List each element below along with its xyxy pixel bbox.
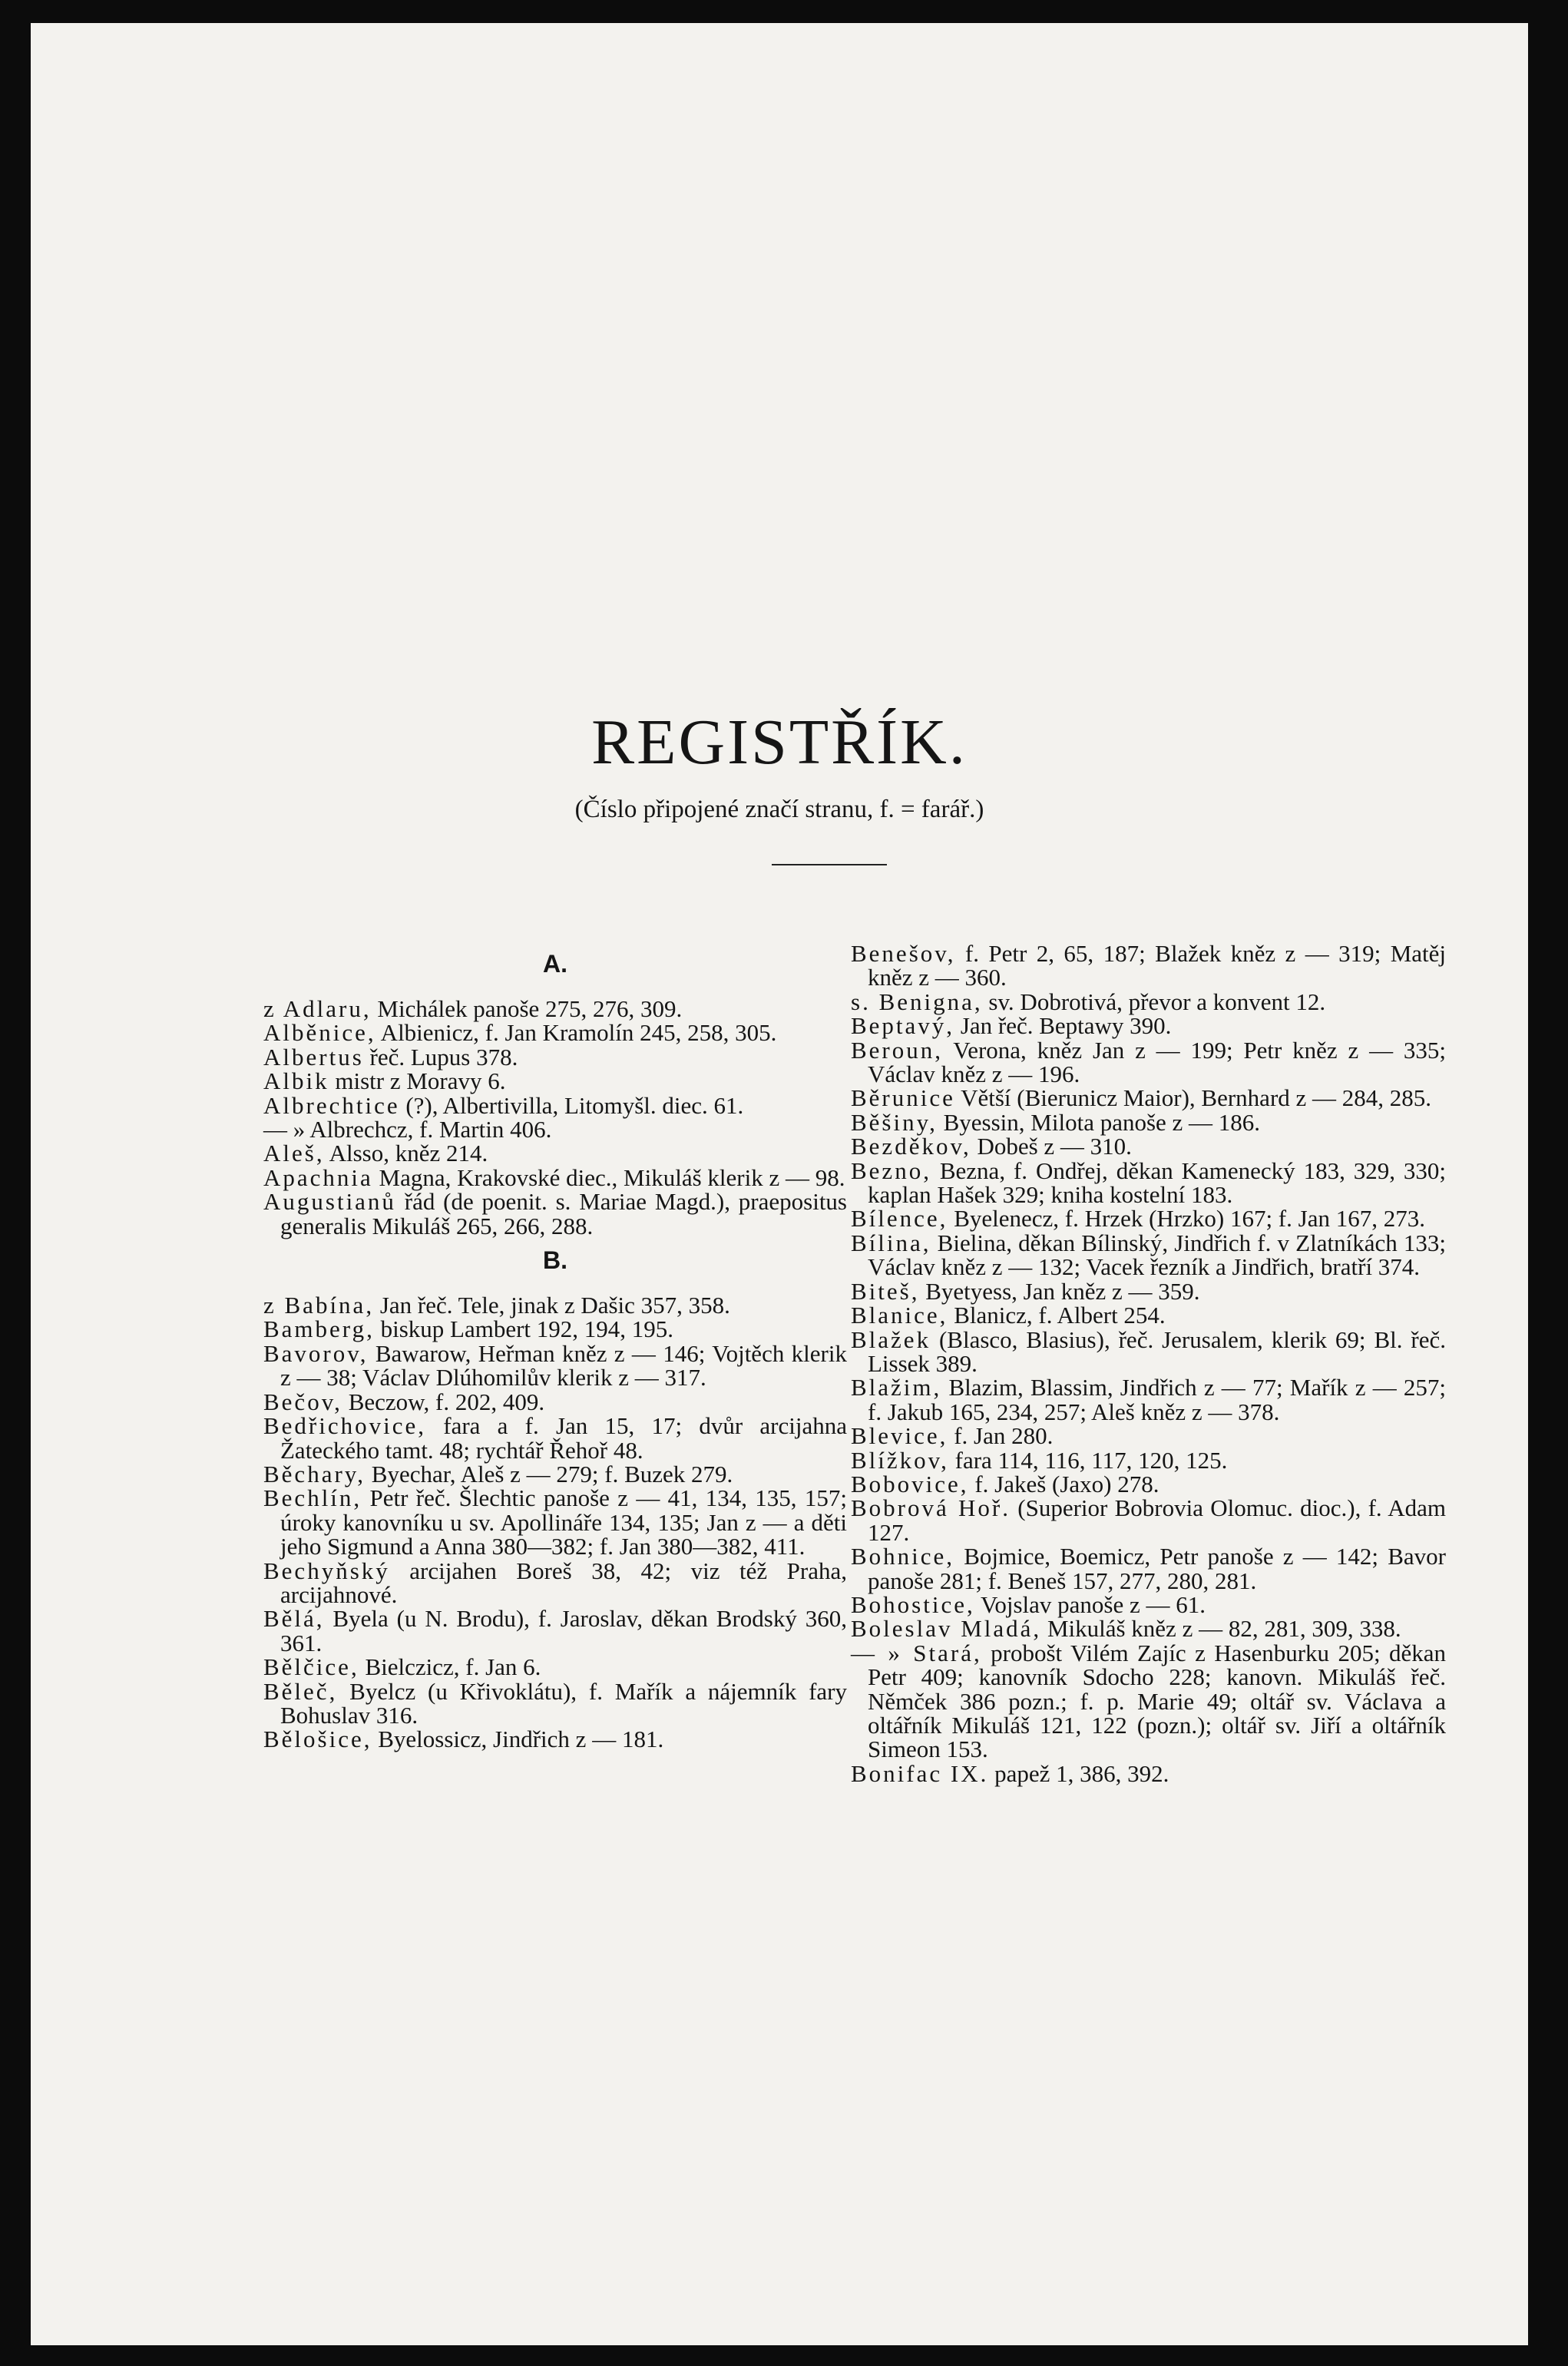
entry-headword: Bezno, [851,1157,931,1184]
entry-text: Byelcz (u Křivoklátu), f. Mařík a nájemník fary Bohuslav 316. [280,1677,847,1729]
entry-headword: — » Stará, [851,1639,982,1666]
entry-headword: Bobovice, [851,1470,969,1497]
index-entry [263,1117,847,1141]
index-entry [263,1317,847,1341]
entry-headword: z Adlaru, [263,995,372,1022]
index-entry [851,941,1446,990]
index-entry [851,1615,1446,1643]
entry-text: Alsso, kněz 214. [324,1140,488,1167]
entry-text: Bielczicz, f. Jan 6. [359,1653,541,1681]
right-column [851,941,1446,1785]
entry-text: Byessin, Milota panoše z — 186. [937,1108,1261,1136]
index-entry [851,1496,1446,1544]
left-column [263,941,847,1752]
entry-text: fara a f. Jan 15, 17; dvůr arcijahna Žateckého tamt. 48; rychtář Řehoř 48. [280,1412,847,1464]
index-entry [263,997,847,1021]
entry-headword: Běleč, [263,1677,338,1705]
entry-text: Větší (Bierunicz Maior), Bernhard z — 284, 285. [954,1084,1432,1112]
entry-text: řád (de poenit. s. Mariae Magd.), praepositus generalis Mikuláš 265, 266, 288. [280,1188,847,1239]
index-entry [263,1190,847,1238]
index-entry [263,1559,847,1607]
entry-text: papež 1, 386, 392. [988,1759,1169,1787]
index-entry [263,1486,847,1558]
index-entry [851,1279,1446,1303]
entry-text: Vojslav panoše z — 61. [974,1590,1206,1618]
entry-text: Byetyess, Jan kněz z — 359. [919,1277,1200,1305]
entry-text: f. Jakeš (Jaxo) 278. [968,1470,1159,1497]
entry-headword: Bechlín, [263,1484,362,1512]
index-entry [263,1414,847,1462]
index-entry [263,1655,847,1679]
entry-text: (Superior Bobrovia Olomuc. dioc.), f. Adam 127. [868,1494,1446,1546]
entry-text: Byechar, Aleš z — 279; f. Buzek 279. [366,1460,733,1487]
section-letter: A. [543,950,567,978]
page-subtitle: (Číslo připojené značí stranu, f. = farář.) [574,796,984,823]
entry-text: Bawarow, Heřman kněz z — 146; Vojtěch klerik z — 38; Václav Dlúhomilův klerik z — 317. [280,1339,847,1391]
index-entry [851,1159,1446,1207]
entry-text: Magna, Krakovské diec., Mikuláš klerik z — 98. [372,1163,845,1191]
entry-text: Albienicz, f. Jan Kramolín 245, 258, 305. [375,1019,777,1047]
entry-text: Michálek panoše 275, 276, 309. [371,995,683,1022]
register-page [31,23,1528,2345]
entry-text: sv. Dobrotivá, převor a konvent 12. [982,988,1326,1015]
entry-text: Beczow, f. 202, 409. [342,1388,545,1415]
entry-text: mistr z Moravy 6. [329,1067,506,1095]
index-entry [851,1590,1446,1618]
entry-headword: Bělošice, [263,1726,372,1753]
entry-headword: Albertus [263,1043,364,1070]
index-entry [851,990,1446,1014]
index-entry [851,1641,1446,1762]
index-entry [263,1293,847,1317]
entry-headword: Augustianů [263,1188,396,1216]
entry-headword: Bečov, [263,1388,342,1415]
entry-headword: Albik [263,1067,329,1095]
index-entry [851,1134,1446,1158]
entry-headword: Aleš, [263,1140,325,1167]
entry-headword: Blažek [851,1325,931,1353]
entry-text: (?), Albertivilla, Litomyšl. diec. 61. [399,1091,744,1119]
entry-text: biskup Lambert 192, 194, 195. [374,1315,674,1343]
entry-headword: Boleslav Mladá, [851,1615,1042,1643]
index-entry [263,1727,847,1751]
entry-headword: Albrechtice [263,1091,400,1119]
entry-headword: Benešov, [851,940,956,967]
index-entry [851,1759,1446,1787]
entry-headword: Běchary, [263,1460,366,1487]
entry-headword: Bohostice, [851,1590,975,1618]
entry-text: Byelossicz, Jindřich z — 181. [372,1726,664,1753]
entry-headword: z Babína, [263,1292,375,1319]
entry-text: Bezna, f. Ondřej, děkan Kamenecký 183, 329, 330; kaplan Hašek 329; kniha kostelní 183. [868,1157,1446,1209]
entry-headword: Bílence, [851,1205,948,1233]
index-entry [851,1231,1446,1279]
entry-headword: Beroun, [851,1036,944,1064]
entry-text: probošt Vilém Zajíc z Hasenburku 205; děkan Petr 409; kanovník Sdocho 228; kanovn. Mikuláš řeč. Němček 386 pozn.; f. p. Marie 49; oltář sv. Václava a oltářník Mikuláš 121, 122 (pozn.); oltář sv. Jiří a oltářník Simeon 153. [868,1639,1446,1763]
index-entry [851,1038,1446,1087]
entry-text: Dobeš z — 310. [971,1133,1132,1160]
index-entry [851,1303,1446,1327]
entry-headword: Bedřichovice, [263,1412,427,1440]
entry-text: Verona, kněz Jan z — 199; Petr kněz z — 335; Václav kněz z — 196. [868,1036,1446,1088]
index-entry [263,1069,847,1093]
index-entry [851,1375,1446,1424]
entry-headword: Apachnia [263,1163,373,1191]
entry-text: f. Petr 2, 65, 187; Blažek kněz z — 319; Matěj kněz z — 360. [868,940,1446,991]
entry-headword: Bílina, [851,1229,931,1256]
entry-text: fara 114, 116, 117, 120, 125. [948,1446,1228,1474]
entry-headword: s. Benigna, [851,988,983,1015]
entry-headword: Bavorov, [263,1339,369,1367]
index-entry [851,1424,1446,1448]
entry-headword: Bohnice, [851,1543,955,1570]
index-entry [851,1086,1446,1110]
entry-text: Mikuláš kněz z — 82, 281, 309, 338. [1041,1615,1401,1643]
section-letter: B. [543,1246,567,1275]
index-entry [263,1141,847,1165]
index-entry [263,1163,847,1191]
entry-headword: Bonifac IX. [851,1759,989,1787]
entry-headword: Alběnice, [263,1019,376,1047]
entry-headword: Beptavý, [851,1012,955,1040]
entry-headword: Blažim, [851,1374,942,1401]
entry-headword: Biteš, [851,1277,920,1305]
index-entry [263,1091,847,1119]
entry-headword: Blanice, [851,1302,948,1329]
index-entry [263,1607,847,1655]
entry-text: Blazim, Blassim, Jindřich z — 77; Mařík z — 257; f. Jakub 165, 234, 257; Aleš kněz z — 378. [868,1374,1446,1425]
entry-headword: Blevice, [851,1422,948,1450]
entry-headword: Běšiny, [851,1108,938,1136]
entry-headword: Bobrová Hoř. [851,1494,1011,1522]
index-entry [851,1544,1446,1593]
entry-text: řeč. Lupus 378. [363,1043,518,1070]
entry-text: Byelenecz, f. Hrzek (Hrzko) 167; f. Jan 167, 273. [948,1205,1425,1233]
page-title: REGISTŘÍK. [591,706,968,778]
entry-headword: Bělá, [263,1605,325,1633]
entry-headword: Bechyňský [263,1557,390,1584]
entry-text: Petr řeč. Šlechtic panoše z — 41, 134, 135, 157; úroky kanovníku u sv. Apollináře 134, 135; Jan z — a děti jeho Sigmund a Anna 380—382; f. Jan 380—382, 411. [280,1484,847,1560]
entry-text: (Blasco, Blasius), řeč. Jerusalem, klerik 69; Bl. řeč. Lissek 389. [868,1325,1446,1377]
index-entry [851,1110,1446,1134]
index-entry [851,1325,1446,1377]
index-entry [263,1045,847,1069]
index-entry [851,1448,1446,1472]
entry-text: — » Albrechcz, f. Martin 406. [263,1116,552,1143]
entry-headword: Bamberg, [263,1315,375,1343]
entry-text: f. Jan 280. [948,1422,1054,1450]
entry-headword: Běrunice [851,1084,955,1112]
entry-text: Bojmice, Boemicz, Petr panoše z — 142; Bavor panoše 281; f. Beneš 157, 277, 280, 281. [868,1543,1446,1594]
index-entry [263,1019,847,1047]
entry-text: Blanicz, f. Albert 254. [948,1302,1166,1329]
entry-headword: Bělčice, [263,1653,359,1681]
index-entry [263,1679,847,1728]
entry-text: arcijahen Boreš 38, 42; viz též Praha, arcijahnové. [280,1557,847,1608]
title-divider [772,864,887,865]
entry-headword: Blížkov, [851,1446,949,1474]
entry-text: Jan řeč. Tele, jinak z Dašic 357, 358. [374,1292,730,1319]
entry-text: Byela (u N. Brodu), f. Jaroslav, děkan Brodský 360, 361. [280,1605,847,1656]
index-entry [851,1472,1446,1496]
index-entry [263,1462,847,1486]
index-entry [851,1205,1446,1233]
index-entry [851,1012,1446,1040]
entry-text: Jan řeč. Beptawy 390. [954,1012,1172,1040]
index-entry [263,1390,847,1414]
entry-text: Bielina, děkan Bílinský, Jindřich f. v Zlatníkách 133; Václav kněz z — 132; Vacek řezník a Jindřich, bratří 374. [868,1229,1446,1281]
index-entry [263,1339,847,1391]
entry-headword: Bezděkov, [851,1133,971,1160]
